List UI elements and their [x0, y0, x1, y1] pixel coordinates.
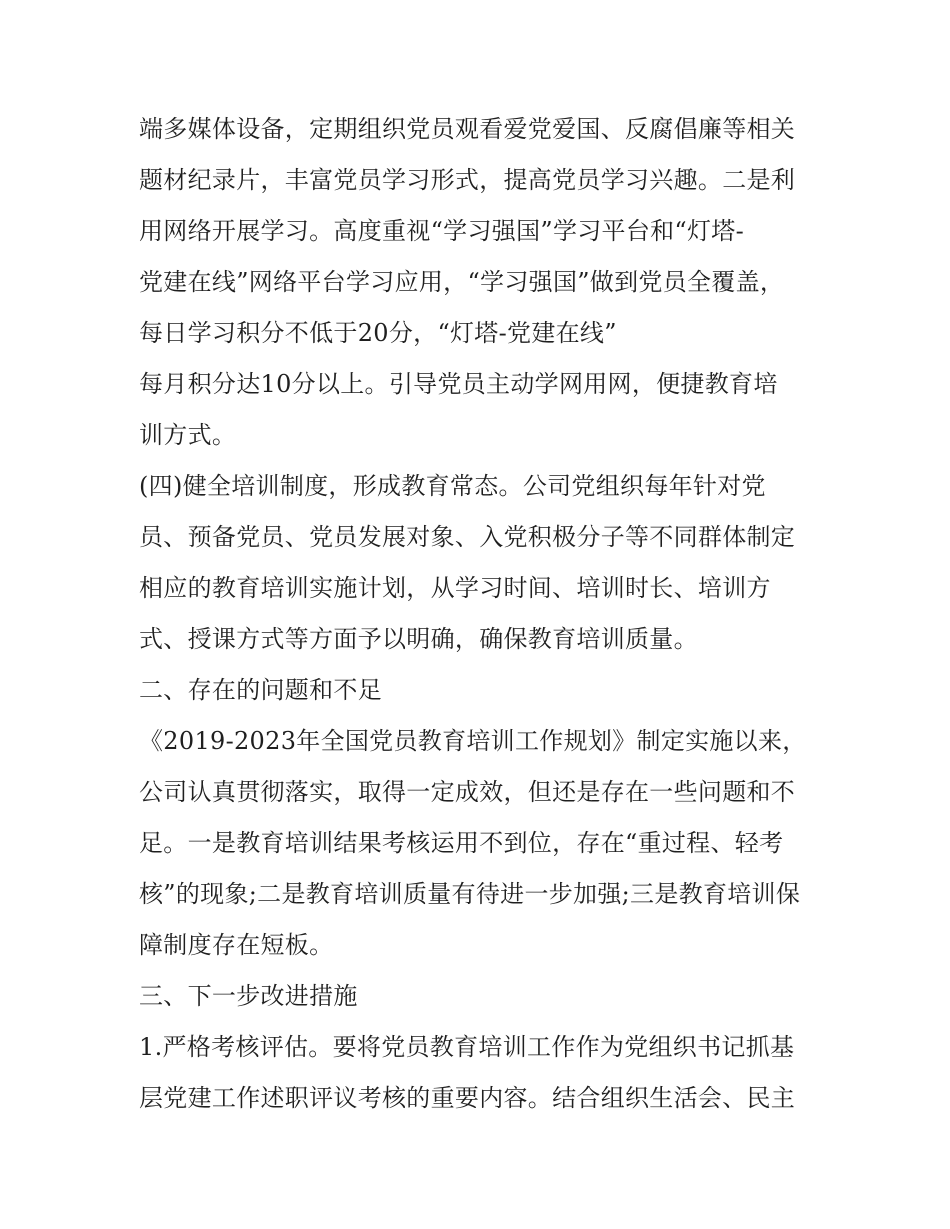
text-line: 式、授课方式等方面予以明确，确保教育培训质量。 — [139, 625, 698, 653]
text-line: 训方式。 — [139, 421, 237, 449]
text-line: 《2019-2023年全国党员教育培训工作规划》制定实施以来， — [139, 727, 807, 755]
text-line: 端多媒体设备，定期组织党员观看爱党爱国、反腐倡廉等相关 — [139, 115, 796, 143]
text-line: 层党建工作述职评议考核的重要内容。结合组织生活会、民主 — [139, 1084, 796, 1112]
text-line: (四)健全培训制度，形成教育常态。公司党组织每年针对党 — [139, 472, 766, 500]
text-line: 1.严格考核评估。要将党员教育培训工作作为党组织书记抓基 — [139, 1033, 795, 1061]
text-line: 员、预备党员、党员发展对象、入党积极分子等不同群体制定 — [139, 523, 796, 551]
text-line: 障制度存在短板。 — [139, 931, 334, 959]
text-line: 核”的现象;二是教育培训质量有待进一步加强;三是教育培训保 — [139, 880, 801, 908]
section-heading: 二、存在的问题和不足 — [139, 676, 382, 704]
text-line: 用网络开展学习。高度重视“学习强国”学习平台和“灯塔- — [139, 217, 745, 245]
text-line: 题材纪录片，丰富党员学习形式，提高党员学习兴趣。二是利 — [139, 166, 796, 194]
text-line: 相应的教育培训实施计划，从学习时间、培训时长、培训方 — [139, 574, 771, 602]
text-line: 每月积分达10分以上。引导党员主动学网用网，便捷教育培 — [139, 370, 778, 398]
text-line: 每日学习积分不低于20分，“灯塔-党建在线” — [139, 319, 617, 347]
text-line: 公司认真贯彻落实，取得一定成效，但还是存在一些问题和不 — [139, 778, 796, 806]
text-line: 足。一是教育培训结果考核运用不到位，存在“重过程、轻考 — [139, 829, 784, 857]
text-line: 党建在线”网络平台学习应用，“学习强国”做到党员全覆盖， — [139, 268, 785, 296]
section-heading: 三、下一步改进措施 — [139, 982, 358, 1010]
